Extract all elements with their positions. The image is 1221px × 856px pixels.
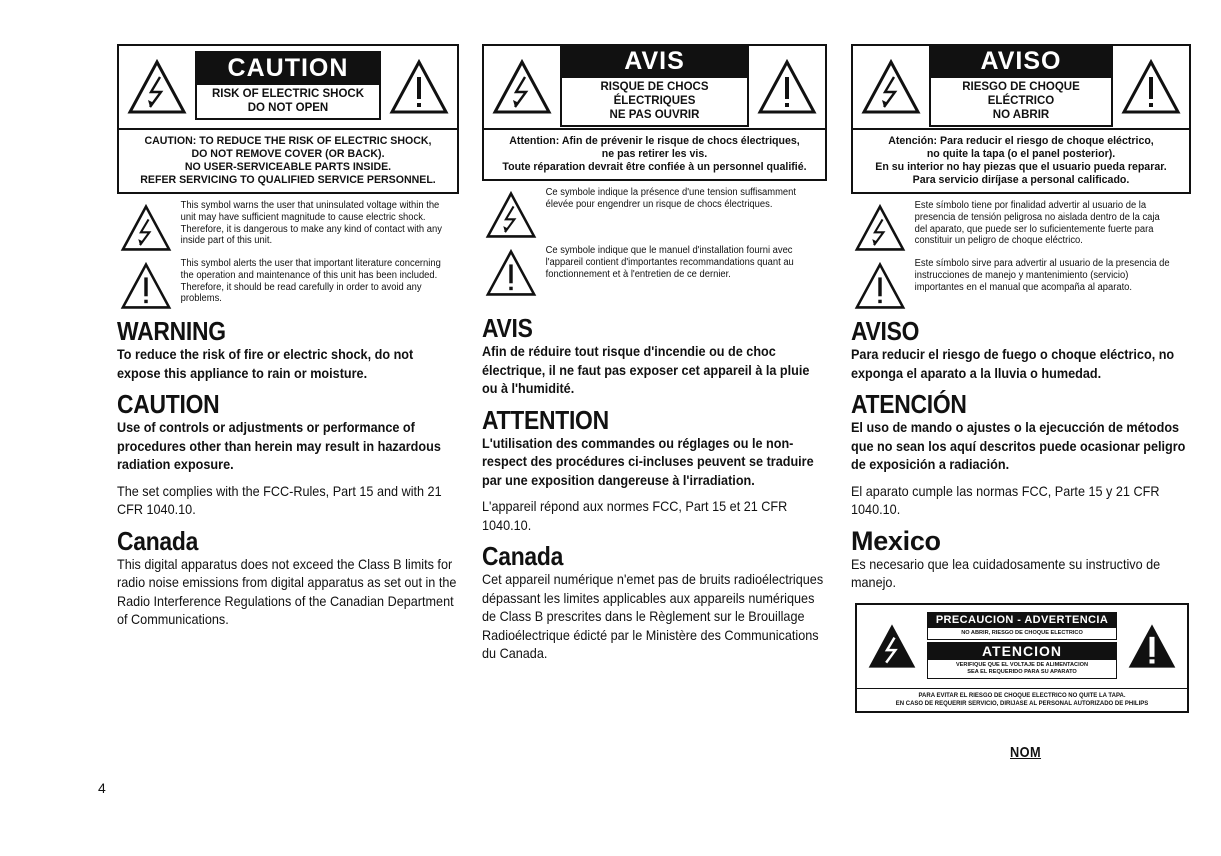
exclamation-warning-icon	[1117, 605, 1187, 688]
caution-text: Use of controls or adjustments or performance of procedures other than herein may result in hazardous radiation exposure.	[117, 420, 441, 472]
lightning-warning-icon	[853, 46, 929, 128]
caution-heading: CAUTION	[117, 389, 220, 419]
exclamation-warning-icon	[1113, 46, 1189, 128]
warning-heading: WARNING	[117, 316, 226, 346]
mexico-warning-plate	[855, 603, 1189, 713]
risk-subtext: RIESGO DE CHOQUE ELÉCTRICO NO ABRIR	[929, 78, 1113, 127]
avis-text: Afin de réduire tout risque d'incendie ou de choc électrique, il ne faut pas exposer cet appareil à la pluie ou à l'humidité.	[482, 344, 810, 396]
lightning-warning-icon	[857, 605, 927, 688]
canada-heading: Canada	[117, 525, 199, 556]
lightning-symbol-text: This symbol warns the user that uninsulated voltage within the unit may have sufficient magnitude to cause electric shock. Therefore, it is dangerous to make any kind of contact with any inside part of this unit.	[180, 200, 442, 247]
fcc-text: El aparato cumple las normas FCC, Parte 15 y 21 CFR 1040.10.	[851, 483, 1160, 517]
mexico-text: Es necesario que lea cuidadosamente su instructivo de manejo.	[851, 556, 1161, 590]
fcc-text: L'appareil répond aux normes FCC, Part 15 et 21 CFR 1040.10.	[482, 499, 788, 533]
voltage-text: VERIFIQUE QUE EL VOLTAJE DE ALIMENTACION SEA EL REQUERIDO PARA SU APARATO	[927, 660, 1117, 679]
english-column	[117, 44, 459, 630]
lightning-warning-icon	[119, 46, 195, 128]
avis-banner: AVIS	[560, 44, 749, 78]
aviso-text: Para reducir el riesgo de fuego o choque eléctrico, no exponga el aparato a la lluvia o humedad.	[851, 347, 1175, 381]
atencion-banner: ATENCION	[927, 642, 1117, 660]
nom-mark: NOM	[1010, 744, 1042, 761]
canada-text: This digital apparatus does not exceed the Class B limits for radio noise emissions from digital apparatus as set out in the Radio Interference Regulations of the Canadian Department of Communications.	[117, 556, 457, 627]
plate-instructions: PARA EVITAR EL RIESGO DE CHOQUE ELECTRICO NO QUITE LA TAPA. EN CASO DE REQUERIR SERVICIO, DIRIJASE AL PERSONAL AUTORIZADO DE PHILIPS	[895, 692, 1149, 707]
symbol-explanations	[117, 200, 459, 310]
fcc-text: The set complies with the FCC-Rules, Part 15 and with 21 CFR 1040.10.	[117, 483, 442, 517]
risk-subtext: RISK OF ELECTRIC SHOCK DO NOT OPEN	[195, 85, 381, 120]
mexico-heading: Mexico	[851, 525, 941, 556]
exclamation-warning-icon	[851, 262, 909, 310]
exclamation-warning-icon	[482, 249, 540, 297]
avis-label	[482, 44, 827, 181]
caution-instructions: CAUTION: TO REDUCE THE RISK OF ELECTRIC SHOCK, DO NOT REMOVE COVER (OR BACK). NO USER-SERVICEABLE PARTS INSIDE. REFER SERVICING TO QUALIFIED SERVICE PERSONNEL.	[140, 135, 436, 186]
exclamation-symbol-text: This symbol alerts the user that important literature concerning the operation and maintenance of this unit has been included. Therefore, it should be read carefully in order to avoid any problems.	[180, 258, 441, 305]
spanish-column	[851, 44, 1191, 713]
aviso-instructions: Atención: Para reducir el riesgo de choque eléctrico, no quite la tapa (o el panel posterior). En su interior no hay piezas que el usuario pueda reparar. Para servicio diríjase a personal calificado.	[875, 135, 1167, 186]
warning-text: To reduce the risk of fire or electric shock, do not expose this appliance to rain or moisture.	[117, 347, 414, 381]
avis-heading: AVIS	[482, 313, 533, 343]
atencion-text: El uso de mando o ajustes o la ejecucción de métodos que no sean los aquí descritos puede ocasionar peligro de exposición a radiación.	[851, 420, 1186, 472]
lightning-warning-icon	[117, 204, 175, 252]
exclamation-warning-icon	[749, 46, 825, 128]
page-number: 4	[98, 780, 106, 796]
avis-instructions: Attention: Afin de prévenir le risque de chocs électriques, ne pas retirer les vis. Toute réparation devrait être confiée à un personnel qualifié.	[502, 135, 807, 173]
no-abrir-text: NO ABRIR, RIESGO DE CHOQUE ELECTRICO	[927, 628, 1117, 640]
french-column	[482, 44, 827, 664]
symbol-explanations	[482, 187, 827, 297]
lightning-warning-icon	[482, 191, 540, 239]
aviso-banner: AVISO	[929, 44, 1113, 78]
attention-text: L'utilisation des commandes ou réglages ou le non-respect des procédures ci-incluses peuvent se traduire par une exposition dangereuse à l'irradiation.	[482, 435, 814, 488]
caution-banner: CAUTION	[195, 51, 381, 85]
exclamation-warning-icon	[381, 46, 457, 128]
canada-text: Cet appareil numérique n'emet pas de bruits radioélectriques dépassant les limites applicables aux appareils numériques de Class B prescrites dans le Règlement sur le Brouillage Radioélectrique édicté par le Ministère des Communications du Canada.	[482, 572, 824, 661]
exclamation-warning-icon	[117, 262, 175, 310]
aviso-label	[851, 44, 1191, 194]
canada-heading: Canada	[482, 541, 564, 571]
exclamation-symbol-text: Ce symbole indique que le manuel d'installation fourni avec l'appareil contient d'importantes recommandations quant au fonctionnement et à l'entretien de ce dernier.	[545, 245, 794, 280]
lightning-warning-icon	[851, 204, 909, 252]
lightning-symbol-text: Este símbolo tiene por finalidad advertir al usuario de la presencia de tensión peligrosa no aislada dentro de la caja del aparato, que puede ser lo suficientemente fuerte para constituir un peligro de choque eléctrico.	[914, 200, 1160, 247]
aviso-heading: AVISO	[851, 316, 920, 346]
lightning-warning-icon	[484, 46, 560, 128]
attention-heading: ATTENTION	[482, 404, 609, 435]
symbol-explanations	[851, 200, 1191, 310]
exclamation-symbol-text: Este símbolo sirve para advertir al usuario de la presencia de instrucciones de manejo y mantenimiento (servicio) importantes en el manual que acompaña al aparato.	[914, 258, 1170, 293]
precaucion-banner: PRECAUCION - ADVERTENCIA	[927, 612, 1117, 628]
atencion-heading: ATENCIÓN	[851, 389, 967, 419]
lightning-symbol-text: Ce symbole indique la présence d'une tension suffisamment élevée pour engendrer un risque de chocs électriques.	[545, 187, 796, 210]
risk-subtext: RISQUE DE CHOCS ÉLECTRIQUES NE PAS OUVRIR	[560, 78, 749, 127]
caution-label	[117, 44, 459, 194]
